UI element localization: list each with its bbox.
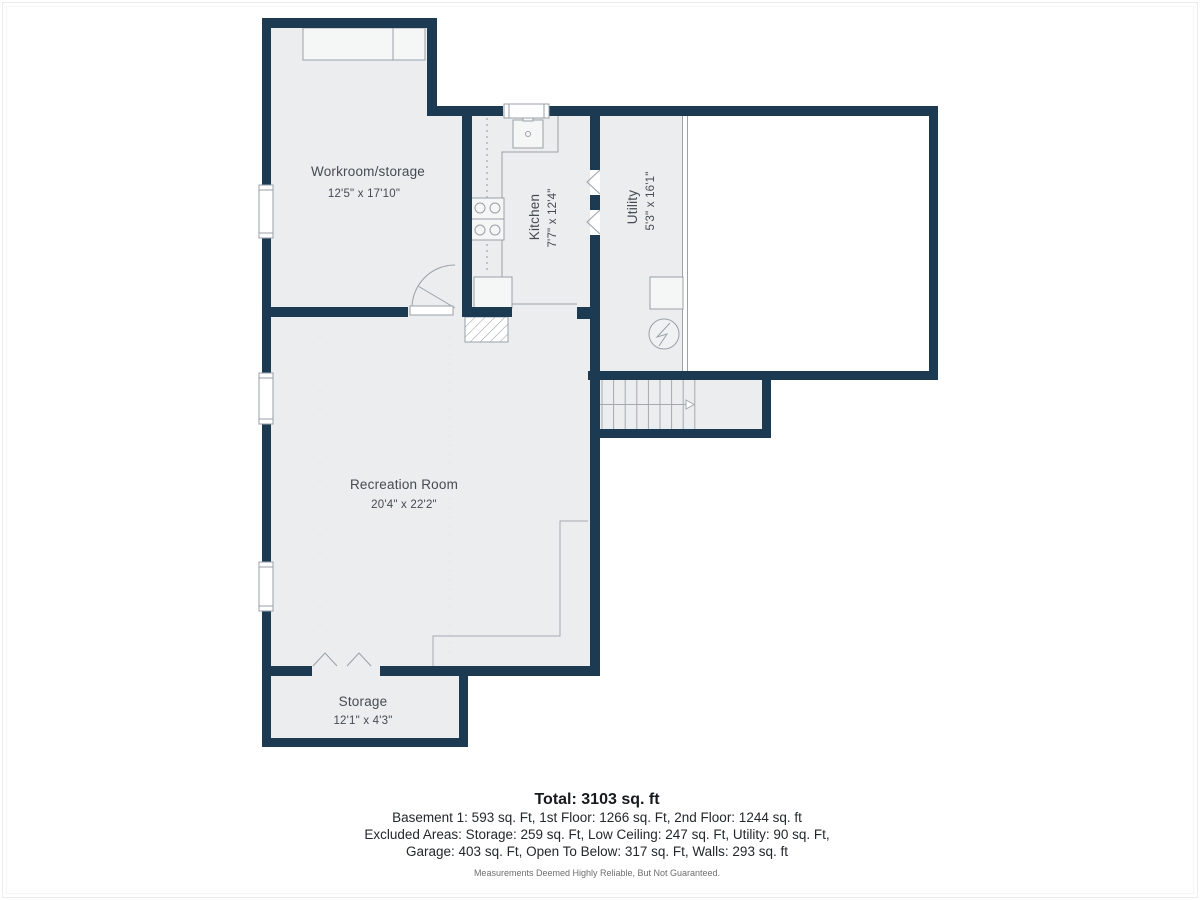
door-sill [410, 306, 453, 315]
window [259, 562, 273, 611]
storage-dims: 12'1" x 4'3" [333, 715, 393, 727]
utility-label: Utility [625, 189, 640, 225]
hatched-area [465, 317, 508, 342]
garage-floor [688, 116, 929, 371]
kitchen-dims: 7'7" x 12'4" [547, 188, 559, 248]
summary-excluded-1: Excluded Areas: Storage: 259 sq. Ft, Low Ceiling: 247 sq. Ft, Utility: 90 sq. Ft, [364, 827, 830, 842]
utility-dims: 5'3" x 16'1" [645, 171, 657, 231]
summary-total: Total: 3103 sq. ft [534, 791, 660, 808]
kitchen-label: Kitchen [527, 193, 542, 241]
window [504, 104, 549, 118]
recreation-label: Recreation Room [349, 477, 459, 492]
workroom-dims: 12'5" x 17'10" [327, 188, 401, 200]
water-heater [650, 277, 683, 309]
workroom-floor-ext [427, 112, 468, 312]
kitchen-base-cabinet [474, 277, 512, 308]
workroom-counter [303, 28, 425, 60]
utility-garage-partition [683, 116, 688, 371]
window [259, 185, 273, 238]
summary-excluded-2: Garage: 403 sq. Ft, Open To Below: 317 sq. Ft, Walls: 293 sq. ft [406, 844, 788, 859]
recreation-dims: 20'4" x 22'2" [371, 499, 437, 511]
area-summary [364, 791, 829, 878]
electrical-panel-icon [649, 319, 679, 349]
window [259, 373, 273, 424]
workroom-label: Workroom/storage [311, 164, 425, 179]
storage-label: Storage [338, 694, 388, 709]
summary-floors: Basement 1: 593 sq. Ft, 1st Floor: 1266 sq. Ft, 2nd Floor: 1244 sq. ft [392, 810, 802, 825]
stove-icon [471, 198, 504, 240]
summary-disclaimer: Measurements Deemed Highly Reliable, But Not Guaranteed. [473, 868, 721, 878]
